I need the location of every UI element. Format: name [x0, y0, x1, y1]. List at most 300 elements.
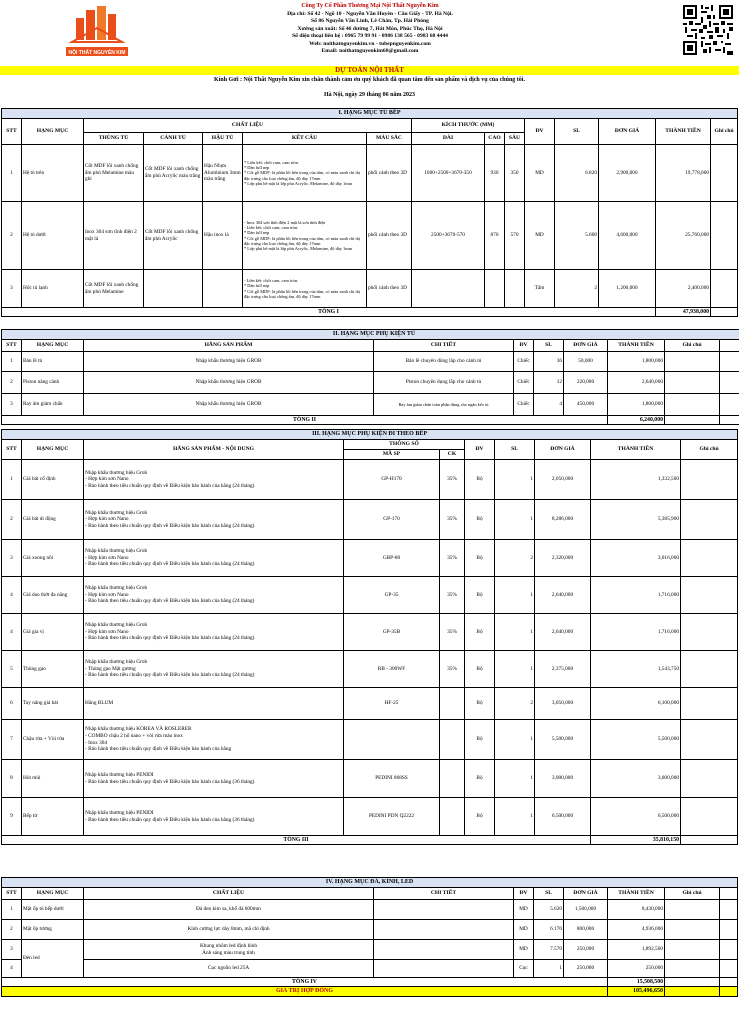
- cell-ck: 35%: [440, 540, 465, 577]
- cell-note: [681, 760, 738, 798]
- cell-price: 1,200,000: [599, 270, 656, 308]
- cell-item: Giá bát cố định: [22, 460, 84, 500]
- cell-note: [665, 372, 720, 394]
- cell-amount: 1,800,000: [608, 352, 665, 372]
- cell-stt: 5: [2, 651, 22, 688]
- document-title: DỰ TOÁN NỘI THẤT: [0, 66, 739, 75]
- table-row: [2, 651, 738, 688]
- greeting: Kính Gửi : Nội Thất Nguyễn Kim xin chân thành cảm ơn quý khách đã quan tâm đến sản phẩm và dịch vụ của chúng tôi.: [214, 77, 525, 83]
- cell-price: 2,050,000: [535, 460, 591, 500]
- cell-dv: MD: [514, 940, 534, 960]
- cell-amount: 8,430,000: [608, 900, 665, 920]
- table-row: [2, 540, 738, 577]
- cell-note: [711, 308, 738, 317]
- cell-dv: Chiếc: [514, 394, 534, 416]
- col-amount: THÀNH TIỀN: [591, 440, 681, 460]
- cell-price: 8,286,000: [535, 500, 591, 540]
- cell-price: 6,500,000: [535, 798, 591, 836]
- cell-note: [665, 900, 720, 920]
- col-item: HẠNG MỤC: [22, 119, 84, 145]
- cell-dv: Tấm: [525, 270, 555, 308]
- cell-amount: 25,760,000: [656, 202, 711, 270]
- col-amount: THÀNH TIỀN: [608, 340, 665, 352]
- cell-canh: Cốt MDF lõi xanh chống ẩm phủ Acrylic màu trắng: [144, 145, 203, 202]
- cell-note: [711, 145, 738, 202]
- cell-amount: 1,716,000: [591, 577, 681, 614]
- cell-amount: 1,892,500: [608, 940, 665, 960]
- cell-dv: Bộ: [465, 688, 495, 720]
- cell-cao: 930: [485, 145, 505, 202]
- cell-stt: 2: [2, 920, 22, 940]
- cell-content: Nhập khẩu thương hiệu Grob - Hợp kim sơn Nano - Bảo hành theo tiêu chuẩn quy định về Điều kiện bảo hành của hãng (24 tháng): [84, 460, 344, 500]
- cell-dv: Bộ: [465, 651, 495, 688]
- cell-sl: 1: [495, 760, 535, 798]
- col-mau: MÀU SẮC: [367, 133, 412, 145]
- cell-item: Hệ tủ trên: [22, 145, 84, 202]
- cell-hau: Hậu Nhựa Aluminium 3mm màu trắng: [203, 145, 243, 202]
- col-size: KÍCH THƯỚC (MM): [412, 119, 525, 133]
- cell-material: Kính cường lực dày 8mm, mã chỉ định: [84, 920, 374, 940]
- cell-spacer: [720, 940, 738, 960]
- col-dai: DÀI: [412, 133, 485, 145]
- cell-note: [681, 798, 738, 836]
- cell-stt: 3: [2, 940, 22, 960]
- cell-stt: 3: [2, 394, 22, 416]
- cell-code: PEDINI PDN Q2222: [344, 798, 440, 836]
- col-canh: CÁNH TỦ: [144, 133, 203, 145]
- table-row: [2, 720, 738, 760]
- col-price: ĐƠN GIÁ: [599, 119, 656, 145]
- cell-dv: MD: [525, 145, 555, 202]
- total-label: TỔNG II: [2, 416, 608, 425]
- cell-ck: [440, 720, 465, 760]
- col-stt: STT: [2, 119, 22, 145]
- cell-stt: 3: [2, 270, 22, 308]
- grand-total-value: 105,496,650: [608, 987, 665, 997]
- cell-item: Bếp từ: [22, 798, 84, 836]
- table-row: [2, 145, 738, 202]
- col-code: MÃ SP: [344, 450, 440, 460]
- cell-content: Hãng BLUM: [84, 688, 344, 720]
- cell-amount: 5,385,900: [591, 500, 681, 540]
- cell-note: [681, 688, 738, 720]
- section-3-title: III. HẠNG MỤC PHỤ KIỆN ĐI THEO BẾP: [2, 430, 738, 440]
- cell-code: PEDINI 868SS: [344, 760, 440, 798]
- qr-code-icon: [683, 5, 733, 55]
- cell-item: Tay nâng giá bát: [22, 688, 84, 720]
- cell-sau: 350: [505, 145, 525, 202]
- cell-dv: Cục: [514, 960, 534, 978]
- cell-ck: [440, 760, 465, 798]
- col-sau: SÂU: [505, 133, 525, 145]
- col-dv: ĐV: [465, 440, 495, 460]
- cell-item: Thùng gạo: [22, 651, 84, 688]
- table-row: [2, 394, 739, 416]
- table-row: [2, 688, 738, 720]
- col-amount: THÀNH TIỀN: [608, 888, 665, 900]
- cell-amount: 6,100,000: [591, 688, 681, 720]
- col-stt: STT: [2, 340, 22, 352]
- col-thung: THÙNG TỦ: [84, 133, 144, 145]
- cell-code: HF-25: [344, 688, 440, 720]
- cell-amount: 3,016,000: [591, 540, 681, 577]
- cell-amount: 1,800,000: [608, 394, 665, 416]
- cell-thung: Inox 304 sơn tĩnh điện 2 mặt lá: [84, 202, 144, 270]
- cell-amount: 1,543,750: [591, 651, 681, 688]
- cell-spacer: [720, 352, 739, 372]
- cell-note: [665, 394, 720, 416]
- company-line: Web: noithatnguyenkim.vn - tubepnguyenkim.com: [309, 40, 431, 47]
- cell-note: [681, 577, 738, 614]
- cell-thung: Cốt MDF lõi xanh chống ẩm phủ Melamine màu ghi: [84, 145, 144, 202]
- cell-ketcau: - Inox 304 sơn tĩnh điện 2 mặt lá sơn tĩnh điện - Liên kết: chốt cam, cam tròn. * Dán full nẹp * Cốt gỗ MDF: là phần lõi bên trong của tấm, có màu xanh chỉ thị đặc trưng cho loại chống ẩm, độ dày 17mm * Lớp phủ bề mặt là lớp phủ Acrylic, Melamine, độ dày 1mm: [243, 202, 367, 270]
- col-note: Ghi chú: [711, 119, 738, 145]
- cell-stt: 1: [2, 352, 22, 372]
- cell-note: [665, 920, 720, 940]
- col-cao: CAO: [485, 133, 505, 145]
- col-detail: CHI TIẾT: [374, 888, 514, 900]
- cell-detail: [374, 940, 514, 960]
- cell-spacer: [720, 900, 738, 920]
- col-note: Ghi chú: [665, 888, 720, 900]
- cell-sau: [505, 270, 525, 308]
- cell-canh: Cốt MDF lõi xanh chống ẩm phủ Acrylic: [144, 202, 203, 270]
- cell-sl: 2: [495, 540, 535, 577]
- col-dv: ĐV: [525, 119, 555, 145]
- cell-sl: 6.170: [534, 920, 564, 940]
- cell-sl: 5.600: [555, 202, 599, 270]
- cell-amount: 19,778,000: [656, 145, 711, 202]
- cell-item: Ray âm giảm chấn: [22, 394, 84, 416]
- cell-item: Bản lề tủ: [22, 352, 84, 372]
- cell-note: [681, 651, 738, 688]
- cell-dv: Bộ: [465, 540, 495, 577]
- cell-sl: 12: [534, 372, 564, 394]
- cell-ck: 35%: [440, 460, 465, 500]
- cell-amount: 1,716,000: [591, 614, 681, 651]
- cell-stt: 2: [2, 202, 22, 270]
- table-row: [2, 500, 738, 540]
- cell-note: [665, 416, 720, 425]
- cell-amount: 250,000: [608, 960, 665, 978]
- section-1-table: [1, 108, 738, 317]
- section-4-table: [1, 877, 738, 997]
- col-item: HẠNG MỤC: [22, 440, 84, 460]
- cell-item: Mặt ốp tường: [22, 920, 84, 940]
- total-label: TỔNG IV: [2, 978, 608, 987]
- cell-price: 50,000: [564, 352, 608, 372]
- cell-item: Hệ tủ dưới: [22, 202, 84, 270]
- cell-material: Khung nhôm led định hình Ánh sáng màu trung tính: [84, 940, 374, 960]
- cell-ck: 35%: [440, 577, 465, 614]
- cell-mau: phối cảnh theo 3D: [367, 270, 412, 308]
- cell-content: Nhập khẩu thương hiệu PENIDI - Bảo hành theo tiêu chuẩn quy định về Điều kiện bảo hành của hãng (36 tháng): [84, 760, 344, 798]
- cell-price: 3,000,000: [535, 760, 591, 798]
- cell-ck: 35%: [440, 651, 465, 688]
- cell-item: Hốc tủ lạnh: [22, 270, 84, 308]
- cell-sl: 2: [495, 688, 535, 720]
- table-row: [2, 920, 738, 940]
- table-row: [2, 372, 739, 394]
- company-line: Xưởng sản xuất: Số 46 đường 7, Hát Môn, Phúc Thọ, Hà Nội: [297, 25, 443, 32]
- cell-sl: 7.570: [534, 940, 564, 960]
- cell-note: [681, 720, 738, 760]
- col-stt: STT: [2, 440, 22, 460]
- cell-ck: 35%: [440, 614, 465, 651]
- cell-price: 250,000: [564, 960, 608, 978]
- cell-item: Đèn led: [22, 940, 84, 978]
- company-line: Số điện thoại liên hệ : 0965 79 99 91 - 0986 138 565 - 0983 68 4444: [292, 33, 448, 39]
- cell-price: 2,900,000: [599, 145, 656, 202]
- cell-note: [681, 500, 738, 540]
- col-price: ĐƠN GIÁ: [535, 440, 591, 460]
- cell-stt: 6: [2, 688, 22, 720]
- logo-text: NỘI THẤT NGUYỄN KIM: [68, 50, 126, 56]
- section-4-title: IV. HẠNG MỤC ĐÁ, KÍNH, LED: [2, 878, 738, 888]
- col-price: ĐƠN GIÁ: [564, 340, 608, 352]
- cell-stt: 3: [2, 540, 22, 577]
- cell-sl: 1: [495, 651, 535, 688]
- cell-item: Mặt ốp tủ bếp dưới: [22, 900, 84, 920]
- company-line: Địa chỉ: Số 42 - Ngõ 10 - Nguyễn Văn Huyên - Cầu Giấy - TP. Hà Nội.: [287, 10, 453, 17]
- cell-note: [711, 202, 738, 270]
- cell-stt: 4: [2, 614, 22, 651]
- cell-stt: 1: [2, 145, 22, 202]
- cell-amount: 3,000,000: [591, 760, 681, 798]
- col-ck: CK: [440, 450, 465, 460]
- cell-note: [665, 960, 720, 978]
- cell-sl: 1: [495, 500, 535, 540]
- cell-code: GP-35: [344, 577, 440, 614]
- cell-note: [665, 978, 720, 987]
- cell-spacer: [720, 960, 738, 978]
- cell-sl: 1: [534, 960, 564, 978]
- cell-sau: 570: [505, 202, 525, 270]
- cell-spacer: [720, 372, 739, 394]
- cell-content: Nhập khẩu thương hiệu KOREA VÀ ROSLERER - COMBO chậu 2 hố nano + vòi rửa màu inox - Inox 304 - Bảo hành theo tiêu chuẩn quy định về Điều kiện bảo hành của hãng: [84, 720, 344, 760]
- cell-amount: 4,936,000: [608, 920, 665, 940]
- cell-price: 250,000: [564, 940, 608, 960]
- cell-stt: 4: [2, 960, 22, 978]
- cell-note: [711, 270, 738, 308]
- cell-brand: Nhập khẩu thương hiệu GROB: [84, 372, 374, 394]
- grand-total-label: GIÁ TRỊ HỢP ĐỒNG: [2, 987, 608, 997]
- cell-stt: 1: [2, 900, 22, 920]
- cell-material: Cục nguồn led 25A: [84, 960, 374, 978]
- col-item: HẠNG MỤC: [22, 888, 84, 900]
- col-note: Ghi chú: [665, 340, 720, 352]
- cell-spacer: [720, 978, 738, 987]
- cell-stt: 1: [2, 460, 22, 500]
- cell-code: GP-170: [344, 500, 440, 540]
- col-note: Ghi chú: [681, 440, 738, 460]
- cell-price: 2,375,000: [535, 651, 591, 688]
- table-row: [2, 760, 738, 798]
- col-detail: CHI TIẾT: [374, 340, 514, 352]
- section-1-title: I. HẠNG MỤC TỦ BẾP: [2, 109, 738, 119]
- cell-mau: phối cảnh theo 3D: [367, 145, 412, 202]
- company-name: Công Ty Cổ Phần Thương Mại Nội Thất Nguyễn Kim: [301, 3, 439, 9]
- cell-content: Nhập khẩu thương hiệu Grob - Hợp kim sơn Nano - Bảo hành theo tiêu chuẩn quy định về Điều kiện bảo hành của hãng (24 tháng): [84, 540, 344, 577]
- cell-dai: 1000+2500+3670-350: [412, 145, 485, 202]
- col-spacer: [720, 888, 738, 900]
- cell-ck: [440, 798, 465, 836]
- cell-item: Piston nâng cánh: [22, 372, 84, 394]
- cell-dv: Bộ: [465, 720, 495, 760]
- table-row: [2, 900, 738, 920]
- total-value: 15,508,500: [608, 978, 665, 987]
- cell-canh: [144, 270, 203, 308]
- table-row: [2, 460, 738, 500]
- cell-cao: [485, 270, 505, 308]
- cell-sl: 36: [534, 352, 564, 372]
- cell-code: RB - 300WF: [344, 651, 440, 688]
- col-hau: HẬU TỦ: [203, 133, 243, 145]
- col-brand: HÃNG SẢN PHẨM: [84, 340, 374, 352]
- cell-ck: [440, 688, 465, 720]
- letterhead: [0, 0, 739, 64]
- cell-price: 5,500,000: [535, 720, 591, 760]
- cell-stt: 8: [2, 760, 22, 798]
- cell-dv: Chiếc: [514, 372, 534, 394]
- cell-price: 1,500,000: [564, 900, 608, 920]
- cell-price: 450,000: [564, 394, 608, 416]
- cell-dv: Bộ: [465, 614, 495, 651]
- col-sl: SL: [495, 440, 535, 460]
- cell-amount: 2,400,000: [656, 270, 711, 308]
- cell-dv: Bộ: [465, 500, 495, 540]
- total-label: TỔNG I: [2, 308, 656, 317]
- col-dv: ĐV: [514, 888, 534, 900]
- company-line: Email: noithatnguyenkim68@gmail.com: [321, 48, 419, 54]
- cell-sl: 1: [495, 614, 535, 651]
- cell-price: 3,050,000: [535, 688, 591, 720]
- cell-detail: [374, 920, 514, 940]
- col-sl: SL: [534, 340, 564, 352]
- table-row: [2, 577, 738, 614]
- document-date: Hà Nội, ngày 29 tháng 06 năm 2023: [323, 92, 415, 98]
- section-3-table: [1, 429, 738, 845]
- cell-note: [665, 987, 720, 997]
- col-brand: HÃNG SẢN PHẨM - NỘI DUNG: [84, 440, 344, 460]
- cell-sl: 1: [495, 798, 535, 836]
- table-row: [2, 960, 738, 978]
- cell-ketcau: - Liên kết: chốt cam, cam tròn. * Dán full nẹp * Cốt gỗ MDF: là phần lõi bên trong của tấm, có màu xanh chỉ thị đặc trưng cho loại chống ẩm, độ dày 17mm: [243, 270, 367, 308]
- cell-note: [681, 836, 738, 845]
- cell-sl: 1: [495, 460, 535, 500]
- cell-code: [344, 720, 440, 760]
- cell-sl: 2: [555, 270, 599, 308]
- cell-amount: 2,640,000: [608, 372, 665, 394]
- cell-sl: 1: [495, 577, 535, 614]
- cell-content: Nhập khẩu thương hiệu Grob - Hợp kim sơn Nano - Bảo hành theo tiêu chuẩn quy định về Điều kiện bảo hành của hãng (24 tháng): [84, 614, 344, 651]
- cell-sl: 1: [495, 720, 535, 760]
- cell-dv: MD: [514, 920, 534, 940]
- cell-thung: Cốt MDF lõi xanh chống ẩm phủ Melamine: [84, 270, 144, 308]
- cell-dai: [412, 270, 485, 308]
- cell-sl: 5.620: [534, 900, 564, 920]
- cell-amount: 5,500,000: [591, 720, 681, 760]
- cell-price: 220,000: [564, 372, 608, 394]
- cell-note: [665, 352, 720, 372]
- col-material: CHẤT LIỆU: [84, 119, 412, 133]
- cell-hau: Hậu inox lá: [203, 202, 243, 270]
- company-info: [170, 3, 570, 56]
- cell-content: Nhập khẩu thương hiệu Grob - Thùng gạo Mặt gương - Bảo hành theo tiêu chuẩn quy định về Điều kiện bảo hành của hãng (24 tháng): [84, 651, 344, 688]
- cell-note: [681, 614, 738, 651]
- col-amount: THÀNH TIỀN: [656, 119, 711, 145]
- cell-dv: MD: [514, 900, 534, 920]
- cell-stt: 9: [2, 798, 22, 836]
- cell-dv: Bộ: [465, 760, 495, 798]
- col-dv: ĐV: [514, 340, 534, 352]
- col-material: CHẤT LIỆU: [84, 888, 374, 900]
- total-value: 35,810,150: [591, 836, 681, 845]
- cell-item: Chậu rửa + Vòi rửa: [22, 720, 84, 760]
- cell-item: Hút mùi: [22, 760, 84, 798]
- cell-dv: Bộ: [465, 577, 495, 614]
- table-row: [2, 270, 738, 308]
- col-price: ĐƠN GIÁ: [564, 888, 608, 900]
- cell-brand: Nhập khẩu thương hiệu GROB: [84, 352, 374, 372]
- cell-sl: 6.820: [555, 145, 599, 202]
- cell-detail: [374, 900, 514, 920]
- cell-code: GP-H170: [344, 460, 440, 500]
- col-item: HẠNG MỤC: [22, 340, 84, 352]
- total-value: 47,938,000: [656, 308, 711, 317]
- cell-ketcau: * Liên kết: chốt cam, cam tròn. * Dán full nẹp * Cốt gỗ MDF: là phần lõi bên trong của tấm, có màu xanh chỉ thị đặc trưng cho loại chống ẩm, độ dày 17mm * Lớp phủ bề mặt là lớp phủ Acrylic, Melamine, độ dày 1mm: [243, 145, 367, 202]
- cell-code: GP-35B: [344, 614, 440, 651]
- cell-dv: MD: [525, 202, 555, 270]
- cell-material: Đá đen kim sa, khổ đá 600mm: [84, 900, 374, 920]
- table-row: [2, 202, 738, 270]
- cell-dv: Chiếc: [514, 352, 534, 372]
- cell-item: Giá gia vị: [22, 614, 84, 651]
- cell-content: Nhập khẩu thương hiệu Grob - Hợp kim sơn Nano - Bảo hành theo tiêu chuẩn quy định về Điều kiện bảo hành của hãng (24 tháng): [84, 500, 344, 540]
- table-row: [2, 614, 738, 651]
- cell-stt: 4: [2, 577, 22, 614]
- table-row: [2, 940, 738, 960]
- company-logo: [62, 4, 132, 58]
- col-sl: SL: [534, 888, 564, 900]
- cell-amount: 1,332,500: [591, 460, 681, 500]
- total-label: TỔNG III: [2, 836, 591, 845]
- cell-price: 2,640,000: [535, 577, 591, 614]
- cell-detail: Piston chuyên dụng lắp cho cánh tủ: [374, 372, 514, 394]
- cell-price: 4,600,000: [599, 202, 656, 270]
- col-stt: STT: [2, 888, 22, 900]
- company-line: Số 86 Nguyễn Văn Linh, Lê Chân, Tp. Hải Phòng: [311, 18, 429, 24]
- cell-spacer: [720, 920, 738, 940]
- table-row: [2, 798, 738, 836]
- cell-code: GBP-80: [344, 540, 440, 577]
- cell-spacer: [720, 987, 738, 997]
- cell-price: 800,000: [564, 920, 608, 940]
- cell-brand: Nhập khẩu thương hiệu GROB: [84, 394, 374, 416]
- cell-detail: Bản lề chuyên dùng lắp cho cánh tủ: [374, 352, 514, 372]
- cell-amount: 6,500,000: [591, 798, 681, 836]
- cell-detail: [374, 960, 514, 978]
- section-2-table: [1, 329, 739, 425]
- cell-dv: Bộ: [465, 798, 495, 836]
- cell-dv: Bộ: [465, 460, 495, 500]
- cell-stt: 2: [2, 500, 22, 540]
- cell-item: Giá bát di động: [22, 500, 84, 540]
- col-spacer: [720, 340, 739, 352]
- cell-spacer: [720, 394, 739, 416]
- cell-spacer: [720, 416, 739, 425]
- section-2-title: II. HẠNG MỤC PHỤ KIỆN TỦ: [2, 330, 739, 340]
